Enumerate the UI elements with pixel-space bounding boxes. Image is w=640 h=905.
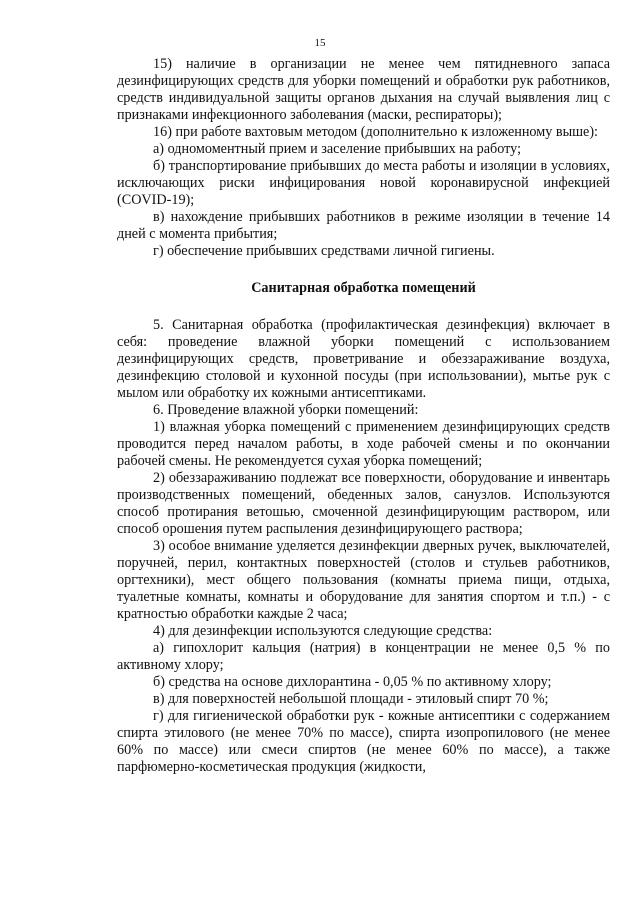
list-item-6-1: 1) влажная уборка помещений с применением дезинфицирующих средств проводится перед началом работы, в ходе рабочей смены и по окончании рабочей смены. Не рекомендуется сухая уборка помещений; [117,419,610,469]
list-item-16: 16) при работе вахтовым методом (дополнительно к изложенному выше): [153,124,598,140]
list-item-6-4-g: г) для гигиенической обработки рук - кожные антисептики с содержанием спирта этилового (не менее 70% по массе), спирта изопропилового (не менее 60% по массе) или смеси спиртов (не менее 60% по массе), а также парфюмерно-косметическая продукция (жидкости, [117,708,610,775]
list-item-15: 15) наличие в организации не менее чем пятидневного запаса дезинфицирующих средств для уборки помещений и обработки рук работников, средств индивидуальной защиты органов дыхания на случай выявления лиц с признаками инфекционного заболевания (маски, респираторы); [117,56,610,123]
list-item-6-4-b: б) средства на основе дихлорантина - 0,05 % по активному хлору; [153,674,552,690]
page-number: 15 [314,37,326,49]
document-body [117,56,610,776]
paragraph-5: 5. Санитарная обработка (профилактическая дезинфекция) включает в себя: проведение влажной уборки помещений с использованием дезинфицирующих средств, проветривание и обеззараживание воздуха, дезинфекцию столовой и кухонной посуды (при использовании), мытье рук с мылом или обработку их кожными антисептиками. [117,317,610,401]
list-item-6-3: 3) особое внимание уделяется дезинфекции дверных ручек, выключателей, поручней, перил, контактных поверхностей (столов и стульев работников, оргтехники), мест общего пользования (комнаты приема пищи, отдыха, туалетные комнаты, комнаты и оборудование для занятия спортом и т.п.) - с кратностью обработки каждые 2 часа; [117,538,610,622]
list-item-6-4-v: в) для поверхностей небольшой площади - этиловый спирт 70 %; [153,691,549,707]
list-item-16-g: г) обеспечение прибывших средствами личной гигиены. [153,243,495,259]
list-item-16-v: в) нахождение прибывших работников в режиме изоляции в течение 14 дней с момента прибытия; [117,209,610,242]
section-heading: Санитарная обработка помещений [251,280,476,296]
list-item-6-4-a: а) гипохлорит кальция (натрия) в концентрации не менее 0,5 % по активному хлору; [117,640,610,673]
paragraph-6: 6. Проведение влажной уборки помещений: [153,402,419,418]
list-item-16-b: б) транспортирование прибывших до места работы и изоляции в условиях, исключающих риски инфицирования новой коронавирусной инфекцией (COVID-19); [117,158,610,208]
list-item-16-a: а) одномоментный прием и заселение прибывших на работу; [153,141,522,157]
list-item-6-2: 2) обеззараживанию подлежат все поверхности, оборудование и инвентарь производственных помещений, обеденных залов, санузлов. Используются способ протирания ветошью, смоченной дезинфицирующим раствором, или способ орошения путем распыления дезинфицирующего раствора; [117,470,610,537]
list-item-6-4: 4) для дезинфекции используются следующие средства: [153,623,493,639]
